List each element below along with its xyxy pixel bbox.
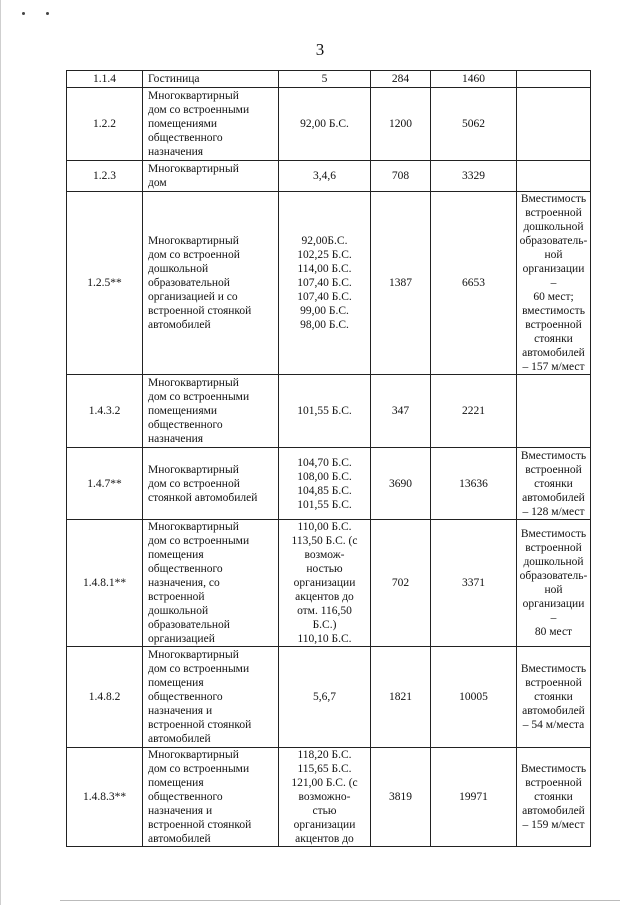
- cell-number: 1.2.3: [67, 161, 143, 192]
- cell-floors: 5,6,7: [279, 647, 371, 748]
- data-table: [66, 70, 591, 847]
- table-row: [67, 88, 591, 161]
- cell-value-b: 19971: [431, 748, 517, 847]
- cell-value-a: 1821: [371, 647, 431, 748]
- cell-object-name: Многоквартирный дом: [143, 161, 279, 192]
- cell-note: Вместимость встроенной стоянки автомобилей – 159 м/мест: [517, 748, 591, 847]
- cell-object-name: Многоквартирный дом со встроенными помещения общественного назначения и встроенной стоянкой автомобилей: [143, 748, 279, 847]
- cell-value-b: 3329: [431, 161, 517, 192]
- scan-edge: [0, 0, 1, 905]
- page-number: 3: [315, 40, 325, 59]
- cell-note: [517, 161, 591, 192]
- cell-object-name: Многоквартирный дом со встроенными помещениями общественного назначения: [143, 375, 279, 448]
- table-row: [67, 375, 591, 448]
- cell-value-b: 6653: [431, 192, 517, 375]
- cell-value-b: 10005: [431, 647, 517, 748]
- cell-number: 1.2.5**: [67, 192, 143, 375]
- cell-floors: 92,00 Б.С.: [279, 88, 371, 161]
- table-row: [67, 161, 591, 192]
- cell-number: 1.4.3.2: [67, 375, 143, 448]
- cell-object-name: Многоквартирный дом со встроенной дошкольной образовательной организацией и со встроенной стоянкой автомобилей: [143, 192, 279, 375]
- cell-note: Вместимость встроенной дошкольной образователь- ной организации – 60 мест; вместимость встроенной стоянки автомобилей – 157 м/мест: [517, 192, 591, 375]
- cell-number: 1.1.4: [67, 71, 143, 88]
- cell-floors: 101,55 Б.С.: [279, 375, 371, 448]
- cell-number: 1.4.8.1**: [67, 520, 143, 647]
- cell-note: [517, 88, 591, 161]
- cell-object-name: Многоквартирный дом со встроенными помещения общественного назначения, со встроенной дошкольной образовательной организацией: [143, 520, 279, 647]
- cell-value-a: 702: [371, 520, 431, 647]
- cell-value-a: 1200: [371, 88, 431, 161]
- scan-dot: [22, 12, 25, 15]
- table-body: [67, 71, 591, 847]
- table-row: [67, 748, 591, 847]
- cell-value-b: 2221: [431, 375, 517, 448]
- cell-value-b: 3371: [431, 520, 517, 647]
- table-row: [67, 647, 591, 748]
- cell-object-name: Многоквартирный дом со встроенными помещения общественного назначения и встроенной стоянкой автомобилей: [143, 647, 279, 748]
- cell-value-a: 3690: [371, 448, 431, 520]
- cell-number: 1.4.8.2: [67, 647, 143, 748]
- table-row: [67, 520, 591, 647]
- cell-object-name: Многоквартирный дом со встроенной стоянкой автомобилей: [143, 448, 279, 520]
- cell-value-a: 3819: [371, 748, 431, 847]
- cell-floors: 110,00 Б.С. 113,50 Б.С. (с возмож- ностью организации акцентов до отм. 116,50 Б.С.) 110,10 Б.С.: [279, 520, 371, 647]
- cell-value-b: 1460: [431, 71, 517, 88]
- cell-number: 1.4.7**: [67, 448, 143, 520]
- table-row: [67, 71, 591, 88]
- cell-value-a: 708: [371, 161, 431, 192]
- cell-value-b: 13636: [431, 448, 517, 520]
- cell-note: Вместимость встроенной стоянки автомобилей – 54 м/места: [517, 647, 591, 748]
- cell-floors: 3,4,6: [279, 161, 371, 192]
- cell-number: 1.4.8.3**: [67, 748, 143, 847]
- cell-note: Вместимость встроенной дошкольной образователь- ной организации – 80 мест: [517, 520, 591, 647]
- cell-note: [517, 71, 591, 88]
- cell-value-a: 1387: [371, 192, 431, 375]
- table-row: [67, 448, 591, 520]
- cell-floors: 92,00Б.С. 102,25 Б.С. 114,00 Б.С. 107,40 Б.С. 107,40 Б.С. 99,00 Б.С. 98,00 Б.С.: [279, 192, 371, 375]
- cell-value-b: 5062: [431, 88, 517, 161]
- cell-value-a: 284: [371, 71, 431, 88]
- cell-floors: 104,70 Б.С. 108,00 Б.С. 104,85 Б.С. 101,55 Б.С.: [279, 448, 371, 520]
- scan-dot: [46, 12, 49, 15]
- cell-object-name: Многоквартирный дом со встроенными помещениями общественного назначения: [143, 88, 279, 161]
- cell-note: Вместимость встроенной стоянки автомобилей – 128 м/мест: [517, 448, 591, 520]
- cell-value-a: 347: [371, 375, 431, 448]
- cell-number: 1.2.2: [67, 88, 143, 161]
- scan-bottom-edge: [60, 900, 620, 901]
- cell-object-name: Гостиница: [143, 71, 279, 88]
- table-row: [67, 192, 591, 375]
- cell-floors: 5: [279, 71, 371, 88]
- cell-floors: 118,20 Б.С. 115,65 Б.С. 121,00 Б.С. (с возможно- стью организации акцентов до: [279, 748, 371, 847]
- cell-note: [517, 375, 591, 448]
